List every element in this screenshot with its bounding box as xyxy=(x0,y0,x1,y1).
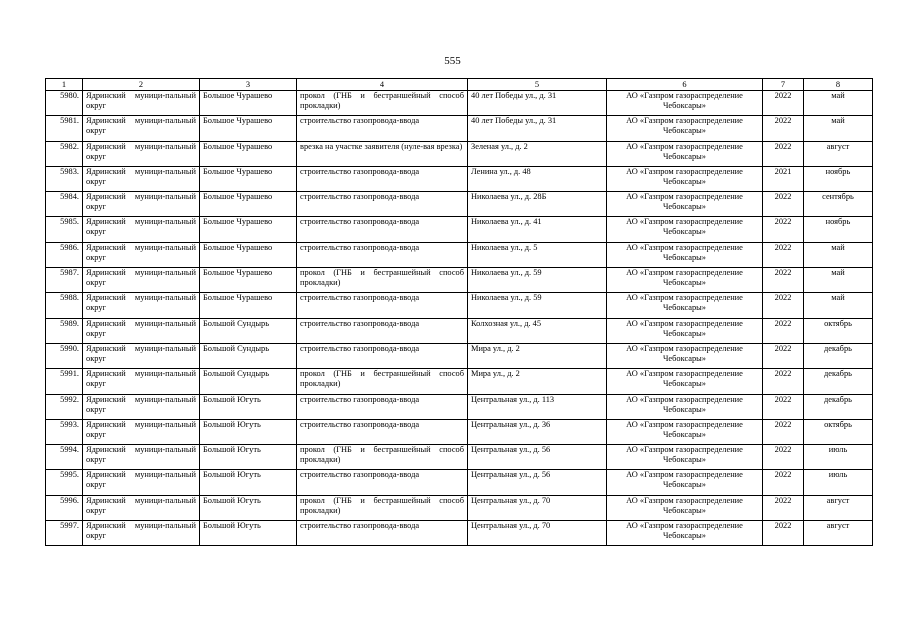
year-cell: 2022 xyxy=(763,419,804,444)
column-header: 8 xyxy=(804,79,873,91)
row-number: 5994. xyxy=(46,445,83,470)
table-row xyxy=(46,495,873,520)
table-row xyxy=(46,470,873,495)
gas-connection-table xyxy=(45,78,873,546)
month-cell: декабрь xyxy=(804,343,873,368)
organization-cell: АО «Газпром газораспределение Чебоксары» xyxy=(607,116,763,141)
month-cell: ноябрь xyxy=(804,217,873,242)
settlement-cell: Большой Югуть xyxy=(200,394,297,419)
address-cell: Николаева ул., д. 28Б xyxy=(468,192,607,217)
row-number: 5985. xyxy=(46,217,83,242)
year-cell: 2022 xyxy=(763,116,804,141)
month-cell: май xyxy=(804,268,873,293)
table-row xyxy=(46,166,873,191)
table-row xyxy=(46,343,873,368)
table-row xyxy=(46,217,873,242)
month-cell: октябрь xyxy=(804,318,873,343)
table-row xyxy=(46,293,873,318)
row-number: 5987. xyxy=(46,268,83,293)
settlement-cell: Большое Чурашево xyxy=(200,242,297,267)
row-number: 5997. xyxy=(46,521,83,546)
year-cell: 2022 xyxy=(763,470,804,495)
table-row xyxy=(46,141,873,166)
address-cell: Николаева ул., д. 59 xyxy=(468,293,607,318)
month-cell: май xyxy=(804,293,873,318)
organization-cell: АО «Газпром газораспределение Чебоксары» xyxy=(607,268,763,293)
work-type-cell: прокол (ГНБ и бестраншейный способ прокладки) xyxy=(297,445,468,470)
address-cell: Центральная ул., д. 56 xyxy=(468,470,607,495)
address-cell: Центральная ул., д. 56 xyxy=(468,445,607,470)
district-cell: Ядринский муници-пальный округ xyxy=(83,445,200,470)
address-cell: 40 лет Победы ул., д. 31 xyxy=(468,116,607,141)
month-cell: декабрь xyxy=(804,394,873,419)
settlement-cell: Большой Югуть xyxy=(200,419,297,444)
month-cell: август xyxy=(804,495,873,520)
organization-cell: АО «Газпром газораспределение Чебоксары» xyxy=(607,521,763,546)
year-cell: 2022 xyxy=(763,521,804,546)
address-cell: Мира ул., д. 2 xyxy=(468,343,607,368)
row-number: 5989. xyxy=(46,318,83,343)
address-cell: Ленина ул., д. 48 xyxy=(468,166,607,191)
month-cell: май xyxy=(804,116,873,141)
district-cell: Ядринский муници-пальный округ xyxy=(83,166,200,191)
page-number: 555 xyxy=(444,55,461,67)
work-type-cell: прокол (ГНБ и бестраншейный способ прокладки) xyxy=(297,369,468,394)
address-cell: Николаева ул., д. 59 xyxy=(468,268,607,293)
address-cell: Мира ул., д. 2 xyxy=(468,369,607,394)
row-number: 5980. xyxy=(46,91,83,116)
district-cell: Ядринский муници-пальный округ xyxy=(83,268,200,293)
district-cell: Ядринский муници-пальный округ xyxy=(83,318,200,343)
column-header: 5 xyxy=(468,79,607,91)
district-cell: Ядринский муници-пальный округ xyxy=(83,242,200,267)
table-row xyxy=(46,521,873,546)
address-cell: Николаева ул., д. 5 xyxy=(468,242,607,267)
settlement-cell: Большое Чурашево xyxy=(200,141,297,166)
settlement-cell: Большое Чурашево xyxy=(200,268,297,293)
month-cell: октябрь xyxy=(804,419,873,444)
organization-cell: АО «Газпром газораспределение Чебоксары» xyxy=(607,318,763,343)
district-cell: Ядринский муници-пальный округ xyxy=(83,419,200,444)
table-row xyxy=(46,242,873,267)
organization-cell: АО «Газпром газораспределение Чебоксары» xyxy=(607,293,763,318)
year-cell: 2022 xyxy=(763,445,804,470)
settlement-cell: Большое Чурашево xyxy=(200,217,297,242)
address-cell: Зеленая ул., д. 2 xyxy=(468,141,607,166)
row-number: 5990. xyxy=(46,343,83,368)
district-cell: Ядринский муници-пальный округ xyxy=(83,343,200,368)
column-header: 7 xyxy=(763,79,804,91)
row-number: 5982. xyxy=(46,141,83,166)
organization-cell: АО «Газпром газораспределение Чебоксары» xyxy=(607,369,763,394)
row-number: 5984. xyxy=(46,192,83,217)
year-cell: 2022 xyxy=(763,495,804,520)
work-type-cell: строительство газопровода-ввода xyxy=(297,343,468,368)
row-number: 5991. xyxy=(46,369,83,394)
settlement-cell: Большое Чурашево xyxy=(200,91,297,116)
table-row xyxy=(46,268,873,293)
month-cell: август xyxy=(804,141,873,166)
month-cell: ноябрь xyxy=(804,166,873,191)
address-cell: Колхозная ул., д. 45 xyxy=(468,318,607,343)
organization-cell: АО «Газпром газораспределение Чебоксары» xyxy=(607,141,763,166)
settlement-cell: Большой Югуть xyxy=(200,470,297,495)
work-type-cell: строительство газопровода-ввода xyxy=(297,470,468,495)
organization-cell: АО «Газпром газораспределение Чебоксары» xyxy=(607,419,763,444)
district-cell: Ядринский муници-пальный округ xyxy=(83,293,200,318)
work-type-cell: строительство газопровода-ввода xyxy=(297,521,468,546)
settlement-cell: Большой Югуть xyxy=(200,445,297,470)
month-cell: май xyxy=(804,242,873,267)
year-cell: 2022 xyxy=(763,343,804,368)
work-type-cell: строительство газопровода-ввода xyxy=(297,116,468,141)
table-row xyxy=(46,318,873,343)
work-type-cell: прокол (ГНБ и бестраншейный способ прокладки) xyxy=(297,268,468,293)
address-cell: Центральная ул., д. 36 xyxy=(468,419,607,444)
table-row xyxy=(46,419,873,444)
year-cell: 2022 xyxy=(763,268,804,293)
address-cell: Центральная ул., д. 113 xyxy=(468,394,607,419)
district-cell: Ядринский муници-пальный округ xyxy=(83,217,200,242)
row-number: 5981. xyxy=(46,116,83,141)
row-number: 5995. xyxy=(46,470,83,495)
organization-cell: АО «Газпром газораспределение Чебоксары» xyxy=(607,91,763,116)
work-type-cell: прокол (ГНБ и бестраншейный способ прокладки) xyxy=(297,495,468,520)
address-cell: Николаева ул., д. 41 xyxy=(468,217,607,242)
district-cell: Ядринский муници-пальный округ xyxy=(83,116,200,141)
month-cell: сентябрь xyxy=(804,192,873,217)
work-type-cell: врезка на участке заявителя (нуле-вая врезка) xyxy=(297,141,468,166)
column-header: 3 xyxy=(200,79,297,91)
row-number: 5986. xyxy=(46,242,83,267)
year-cell: 2022 xyxy=(763,141,804,166)
organization-cell: АО «Газпром газораспределение Чебоксары» xyxy=(607,192,763,217)
settlement-cell: Большой Сундырь xyxy=(200,369,297,394)
column-header: 1 xyxy=(46,79,83,91)
address-cell: Центральная ул., д. 70 xyxy=(468,521,607,546)
year-cell: 2021 xyxy=(763,166,804,191)
work-type-cell: строительство газопровода-ввода xyxy=(297,419,468,444)
year-cell: 2022 xyxy=(763,369,804,394)
year-cell: 2022 xyxy=(763,318,804,343)
row-number: 5996. xyxy=(46,495,83,520)
settlement-cell: Большой Сундырь xyxy=(200,318,297,343)
organization-cell: АО «Газпром газораспределение Чебоксары» xyxy=(607,495,763,520)
header-row xyxy=(46,79,873,91)
row-number: 5992. xyxy=(46,394,83,419)
year-cell: 2022 xyxy=(763,242,804,267)
work-type-cell: прокол (ГНБ и бестраншейный способ прокладки) xyxy=(297,91,468,116)
district-cell: Ядринский муници-пальный округ xyxy=(83,141,200,166)
row-number: 5983. xyxy=(46,166,83,191)
organization-cell: АО «Газпром газораспределение Чебоксары» xyxy=(607,242,763,267)
table-row xyxy=(46,394,873,419)
address-cell: 40 лет Победы ул., д. 31 xyxy=(468,91,607,116)
month-cell: июль xyxy=(804,470,873,495)
column-header: 4 xyxy=(297,79,468,91)
settlement-cell: Большое Чурашево xyxy=(200,166,297,191)
row-number: 5993. xyxy=(46,419,83,444)
table-row xyxy=(46,369,873,394)
work-type-cell: строительство газопровода-ввода xyxy=(297,293,468,318)
work-type-cell: строительство газопровода-ввода xyxy=(297,242,468,267)
year-cell: 2022 xyxy=(763,192,804,217)
table-row xyxy=(46,445,873,470)
month-cell: август xyxy=(804,521,873,546)
settlement-cell: Большое Чурашево xyxy=(200,116,297,141)
table-row xyxy=(46,192,873,217)
row-number: 5988. xyxy=(46,293,83,318)
address-cell: Центральная ул., д. 70 xyxy=(468,495,607,520)
district-cell: Ядринский муници-пальный округ xyxy=(83,470,200,495)
district-cell: Ядринский муници-пальный округ xyxy=(83,521,200,546)
year-cell: 2022 xyxy=(763,217,804,242)
year-cell: 2022 xyxy=(763,91,804,116)
column-header: 2 xyxy=(83,79,200,91)
work-type-cell: строительство газопровода-ввода xyxy=(297,166,468,191)
work-type-cell: строительство газопровода-ввода xyxy=(297,318,468,343)
district-cell: Ядринский муници-пальный округ xyxy=(83,495,200,520)
organization-cell: АО «Газпром газораспределение Чебоксары» xyxy=(607,470,763,495)
month-cell: май xyxy=(804,91,873,116)
table-row xyxy=(46,116,873,141)
settlement-cell: Большой Югуть xyxy=(200,521,297,546)
district-cell: Ядринский муници-пальный округ xyxy=(83,394,200,419)
district-cell: Ядринский муници-пальный округ xyxy=(83,91,200,116)
organization-cell: АО «Газпром газораспределение Чебоксары» xyxy=(607,343,763,368)
table-body xyxy=(46,91,873,546)
settlement-cell: Большое Чурашево xyxy=(200,293,297,318)
work-type-cell: строительство газопровода-ввода xyxy=(297,217,468,242)
settlement-cell: Большой Сундырь xyxy=(200,343,297,368)
settlement-cell: Большое Чурашево xyxy=(200,192,297,217)
organization-cell: АО «Газпром газораспределение Чебоксары» xyxy=(607,394,763,419)
year-cell: 2022 xyxy=(763,394,804,419)
table-row xyxy=(46,91,873,116)
district-cell: Ядринский муници-пальный округ xyxy=(83,192,200,217)
organization-cell: АО «Газпром газораспределение Чебоксары» xyxy=(607,166,763,191)
work-type-cell: строительство газопровода-ввода xyxy=(297,192,468,217)
column-header: 6 xyxy=(607,79,763,91)
work-type-cell: строительство газопровода-ввода xyxy=(297,394,468,419)
organization-cell: АО «Газпром газораспределение Чебоксары» xyxy=(607,217,763,242)
month-cell: декабрь xyxy=(804,369,873,394)
district-cell: Ядринский муници-пальный округ xyxy=(83,369,200,394)
organization-cell: АО «Газпром газораспределение Чебоксары» xyxy=(607,445,763,470)
month-cell: июль xyxy=(804,445,873,470)
year-cell: 2022 xyxy=(763,293,804,318)
settlement-cell: Большой Югуть xyxy=(200,495,297,520)
